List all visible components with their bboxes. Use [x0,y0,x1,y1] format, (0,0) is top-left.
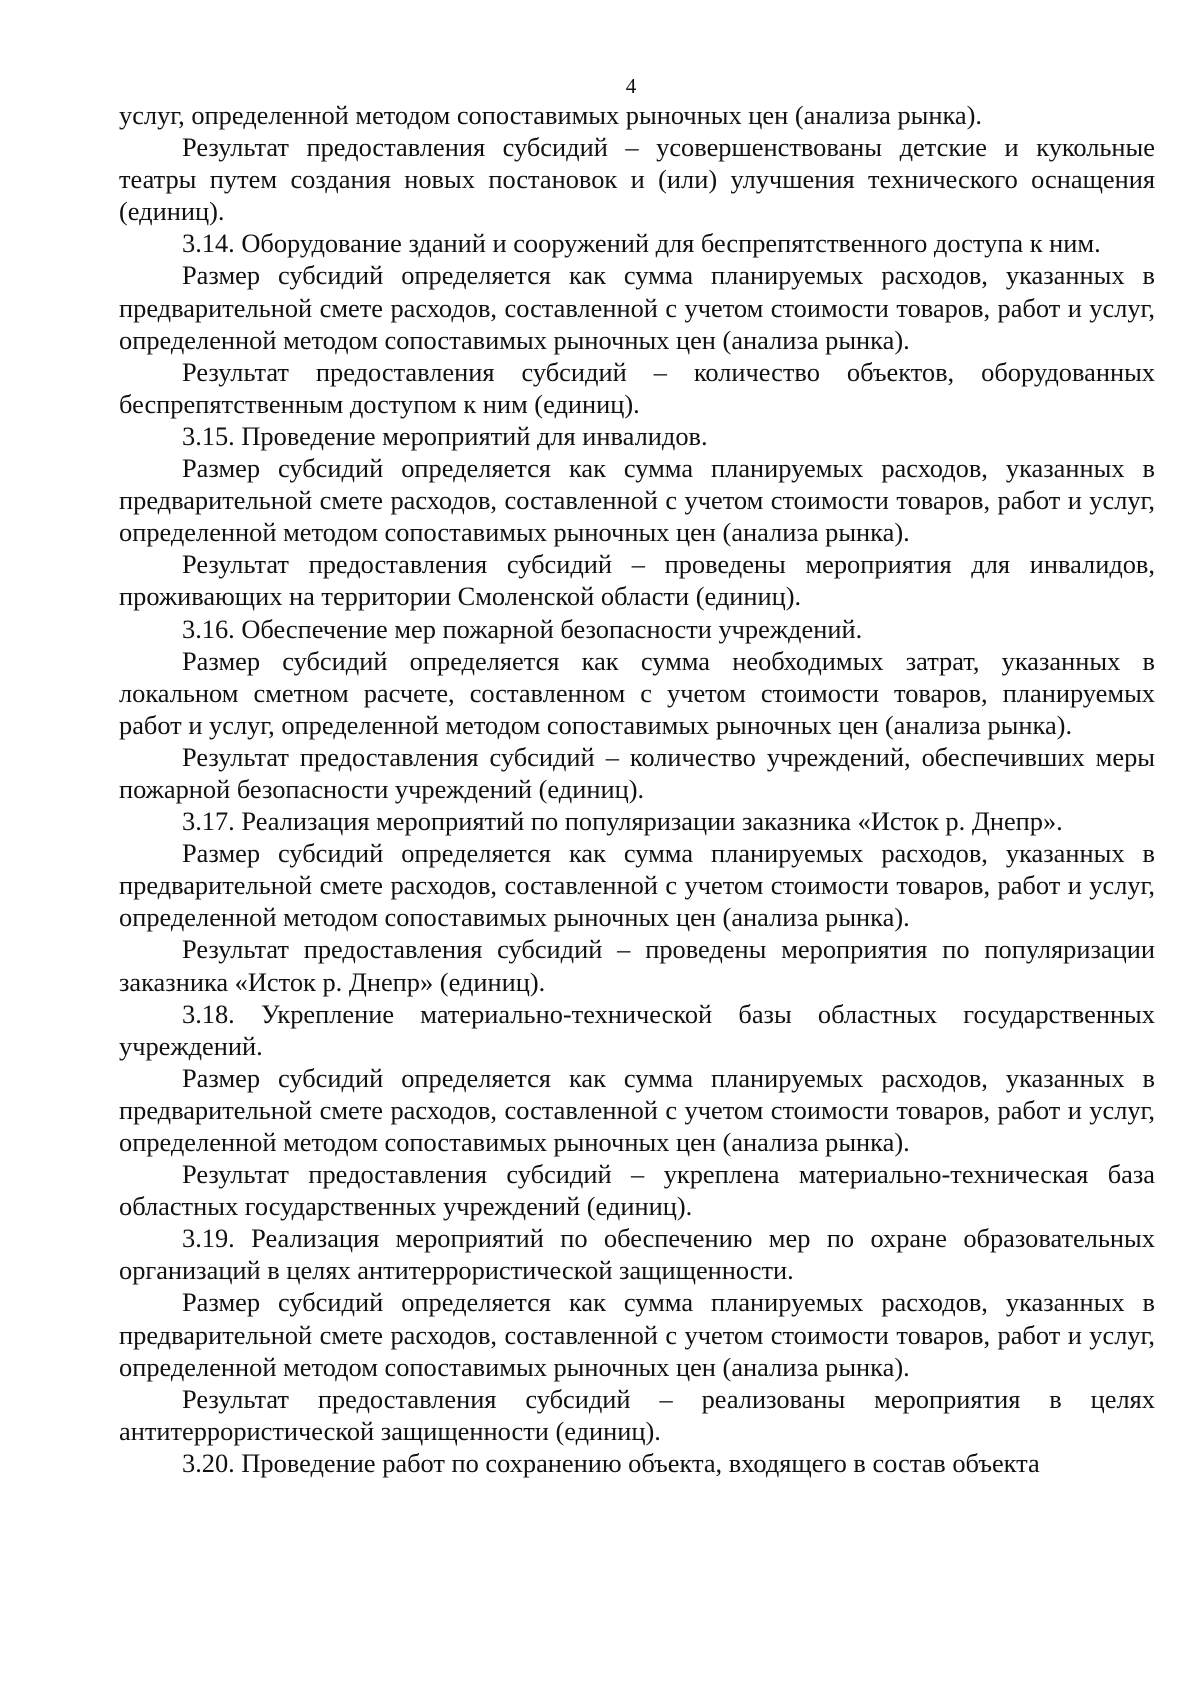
paragraph-result: Результат предоставления субсидий – проведены мероприятия по популяризации заказника «Исток р. Днепр» (единиц). [119,934,1155,997]
paragraph-subsidy-size: Размер субсидий определяется как сумма необходимых затрат, указанных в локальном сметном расчете, составленном с учетом стоимости товаров, планируемых работ и услуг, определенной методом сопоставимых рыночных цен (анализа рынка). [119,645,1155,740]
paragraph-result: Результат предоставления субсидий – проведены мероприятия для инвалидов, проживающих на территории Смоленской области (единиц). [119,549,1155,612]
section-heading-3-17: 3.17. Реализация мероприятий по популяризации заказника «Исток р. Днепр». [182,806,1063,837]
paragraph-result: Результат предоставления субсидий – реализованы мероприятия в целях антитеррористической защищенности (единиц). [119,1383,1155,1446]
paragraph-subsidy-size: Размер субсидий определяется как сумма планируемых расходов, указанных в предварительной смете расходов, составленной с учетом стоимости товаров, работ и услуг, определенной методом сопоставимых рыночных цен (анализа рынка). [119,453,1155,548]
section-heading-3-15: 3.15. Проведение мероприятий для инвалидов. [182,420,708,451]
document-body [119,99,1155,1479]
section-heading-3-20: 3.20. Проведение работ по сохранению объекта, входящего в состав объекта [182,1447,1040,1478]
paragraph-subsidy-size: Размер субсидий определяется как сумма планируемых расходов, указанных в предварительной смете расходов, составленной с учетом стоимости товаров, работ и услуг, определенной методом сопоставимых рыночных цен (анализа рынка). [119,260,1155,355]
section-heading-3-18: 3.18. Укрепление материально-технической базы областных государственных учреждений. [119,998,1155,1061]
paragraph-result: Результат предоставления субсидий – усовершенствованы детские и кукольные театры путем создания новых постановок и (или) улучшения технического оснащения (единиц). [119,132,1155,227]
paragraph-subsidy-size: Размер субсидий определяется как сумма планируемых расходов, указанных в предварительной смете расходов, составленной с учетом стоимости товаров, работ и услуг, определенной методом сопоставимых рыночных цен (анализа рынка). [119,1287,1155,1382]
section-heading-3-16: 3.16. Обеспечение мер пожарной безопасности учреждений. [182,613,863,644]
page-number: 4 [625,74,637,98]
paragraph-continuation: услуг, определенной методом сопоставимых рыночных цен (анализа рынка). [119,100,983,130]
paragraph-subsidy-size: Размер субсидий определяется как сумма планируемых расходов, указанных в предварительной смете расходов, составленной с учетом стоимости товаров, работ и услуг, определенной методом сопоставимых рыночных цен (анализа рынка). [119,1062,1155,1157]
paragraph-result: Результат предоставления субсидий – количество учреждений, обеспечивших меры пожарной безопасности учреждений (единиц). [119,741,1155,804]
paragraph-result: Результат предоставления субсидий – количество объектов, оборудованных беспрепятственным доступом к ним (единиц). [119,356,1155,419]
paragraph-result: Результат предоставления субсидий – укреплена материально-техническая база областных государственных учреждений (единиц). [119,1159,1155,1222]
paragraph-subsidy-size: Размер субсидий определяется как сумма планируемых расходов, указанных в предварительной смете расходов, составленной с учетом стоимости товаров, работ и услуг, определенной методом сопоставимых рыночных цен (анализа рынка). [119,838,1155,933]
section-heading-3-19: 3.19. Реализация мероприятий по обеспечению мер по охране образовательных организаций в целях антитеррористической защищенности. [119,1223,1155,1286]
section-heading-3-14: 3.14. Оборудование зданий и сооружений для беспрепятственного доступа к ним. [182,228,1101,259]
